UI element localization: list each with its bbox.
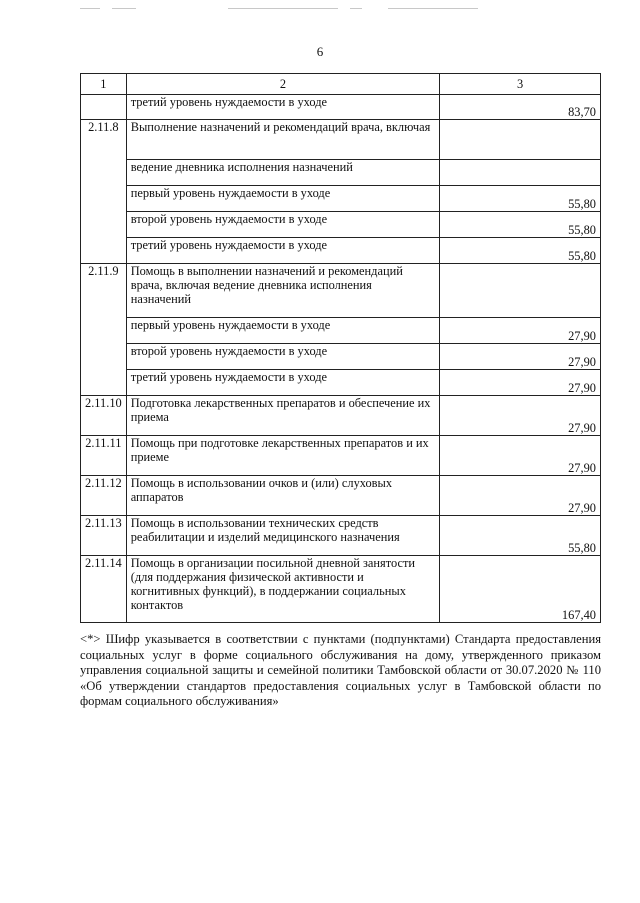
row-code <box>81 318 127 344</box>
row-value: 27,90 <box>440 344 601 370</box>
table-header-row <box>81 74 601 95</box>
row-text: второй уровень нуждаемости в уходе <box>126 344 440 370</box>
row-code: 2.11.9 <box>81 264 127 318</box>
table-row <box>81 264 601 318</box>
row-text: Помощь в выполнении назначений и рекомендаций врача, включая ведение дневника исполнения назначений <box>126 264 440 318</box>
table-row <box>81 370 601 396</box>
page-number: 6 <box>316 44 324 59</box>
row-text: Помощь в организации посильной дневной занятости (для поддержания физической активности и когнитивных функций), в поддержании социальных контактов <box>126 556 440 623</box>
row-value: 55,80 <box>440 212 601 238</box>
table-row <box>81 516 601 556</box>
column-header: 3 <box>440 74 601 95</box>
row-code: 2.11.11 <box>81 436 127 476</box>
table-row <box>81 396 601 436</box>
scan-artifact-line <box>228 8 338 9</box>
row-text: Подготовка лекарственных препаратов и обеспечение их приема <box>126 396 440 436</box>
row-code <box>81 186 127 212</box>
table-row <box>81 344 601 370</box>
table-row <box>81 95 601 120</box>
table-row <box>81 160 601 186</box>
row-text: третий уровень нуждаемости в уходе <box>126 238 440 264</box>
row-code <box>81 212 127 238</box>
row-value: 55,80 <box>440 186 601 212</box>
table-row <box>81 212 601 238</box>
row-value <box>440 160 601 186</box>
table-row <box>81 120 601 160</box>
row-code: 2.11.10 <box>81 396 127 436</box>
row-value <box>440 264 601 318</box>
row-value <box>440 120 601 160</box>
table-row <box>81 436 601 476</box>
row-code <box>81 160 127 186</box>
row-code: 2.11.14 <box>81 556 127 623</box>
row-value: 55,80 <box>440 238 601 264</box>
table-row <box>81 476 601 516</box>
row-code <box>81 95 127 120</box>
scan-artifact-line <box>112 8 136 9</box>
row-value: 55,80 <box>440 516 601 556</box>
table-row <box>81 318 601 344</box>
column-header: 2 <box>126 74 440 95</box>
row-value: 83,70 <box>440 95 601 120</box>
row-text: Помощь в использовании технических средств реабилитации и изделий медицинского назначения <box>126 516 440 556</box>
row-text: первый уровень нуждаемости в уходе <box>126 186 440 212</box>
row-code <box>81 238 127 264</box>
row-text: третий уровень нуждаемости в уходе <box>126 370 440 396</box>
table-row <box>81 238 601 264</box>
row-value: 27,90 <box>440 318 601 344</box>
services-table <box>80 73 601 623</box>
footnote: <*> Шифр указывается в соответствии с пунктами (подпунктами) Стандарта предоставления социальных услуг в форме социального обслуживания на дому, утвержденного приказом управления социальной защиты и семейной политики Тамбовской области от 30.07.2020 № 110 «Об утверждении стандартов предоставления социальных услуг в Тамбовской области по формам социального обслуживания» <box>80 632 601 709</box>
row-value: 27,90 <box>440 370 601 396</box>
row-value: 27,90 <box>440 476 601 516</box>
row-code: 2.11.12 <box>81 476 127 516</box>
row-code <box>81 344 127 370</box>
row-text: второй уровень нуждаемости в уходе <box>126 212 440 238</box>
row-value: 27,90 <box>440 436 601 476</box>
row-text: третий уровень нуждаемости в уходе <box>126 95 440 120</box>
table-row <box>81 556 601 623</box>
row-text: Помощь в использовании очков и (или) слуховых аппаратов <box>126 476 440 516</box>
scan-artifact-line <box>388 8 478 9</box>
row-code: 2.11.13 <box>81 516 127 556</box>
row-text: первый уровень нуждаемости в уходе <box>126 318 440 344</box>
row-code: 2.11.8 <box>81 120 127 160</box>
scan-artifact-line <box>350 8 362 9</box>
row-value: 167,40 <box>440 556 601 623</box>
table-row <box>81 186 601 212</box>
column-header: 1 <box>81 74 127 95</box>
row-text: ведение дневника исполнения назначений <box>126 160 440 186</box>
row-text: Выполнение назначений и рекомендаций врача, включая <box>126 120 440 160</box>
row-text: Помощь при подготовке лекарственных препаратов и их приеме <box>126 436 440 476</box>
scan-artifact-line <box>80 8 100 9</box>
row-value: 27,90 <box>440 396 601 436</box>
row-code <box>81 370 127 396</box>
